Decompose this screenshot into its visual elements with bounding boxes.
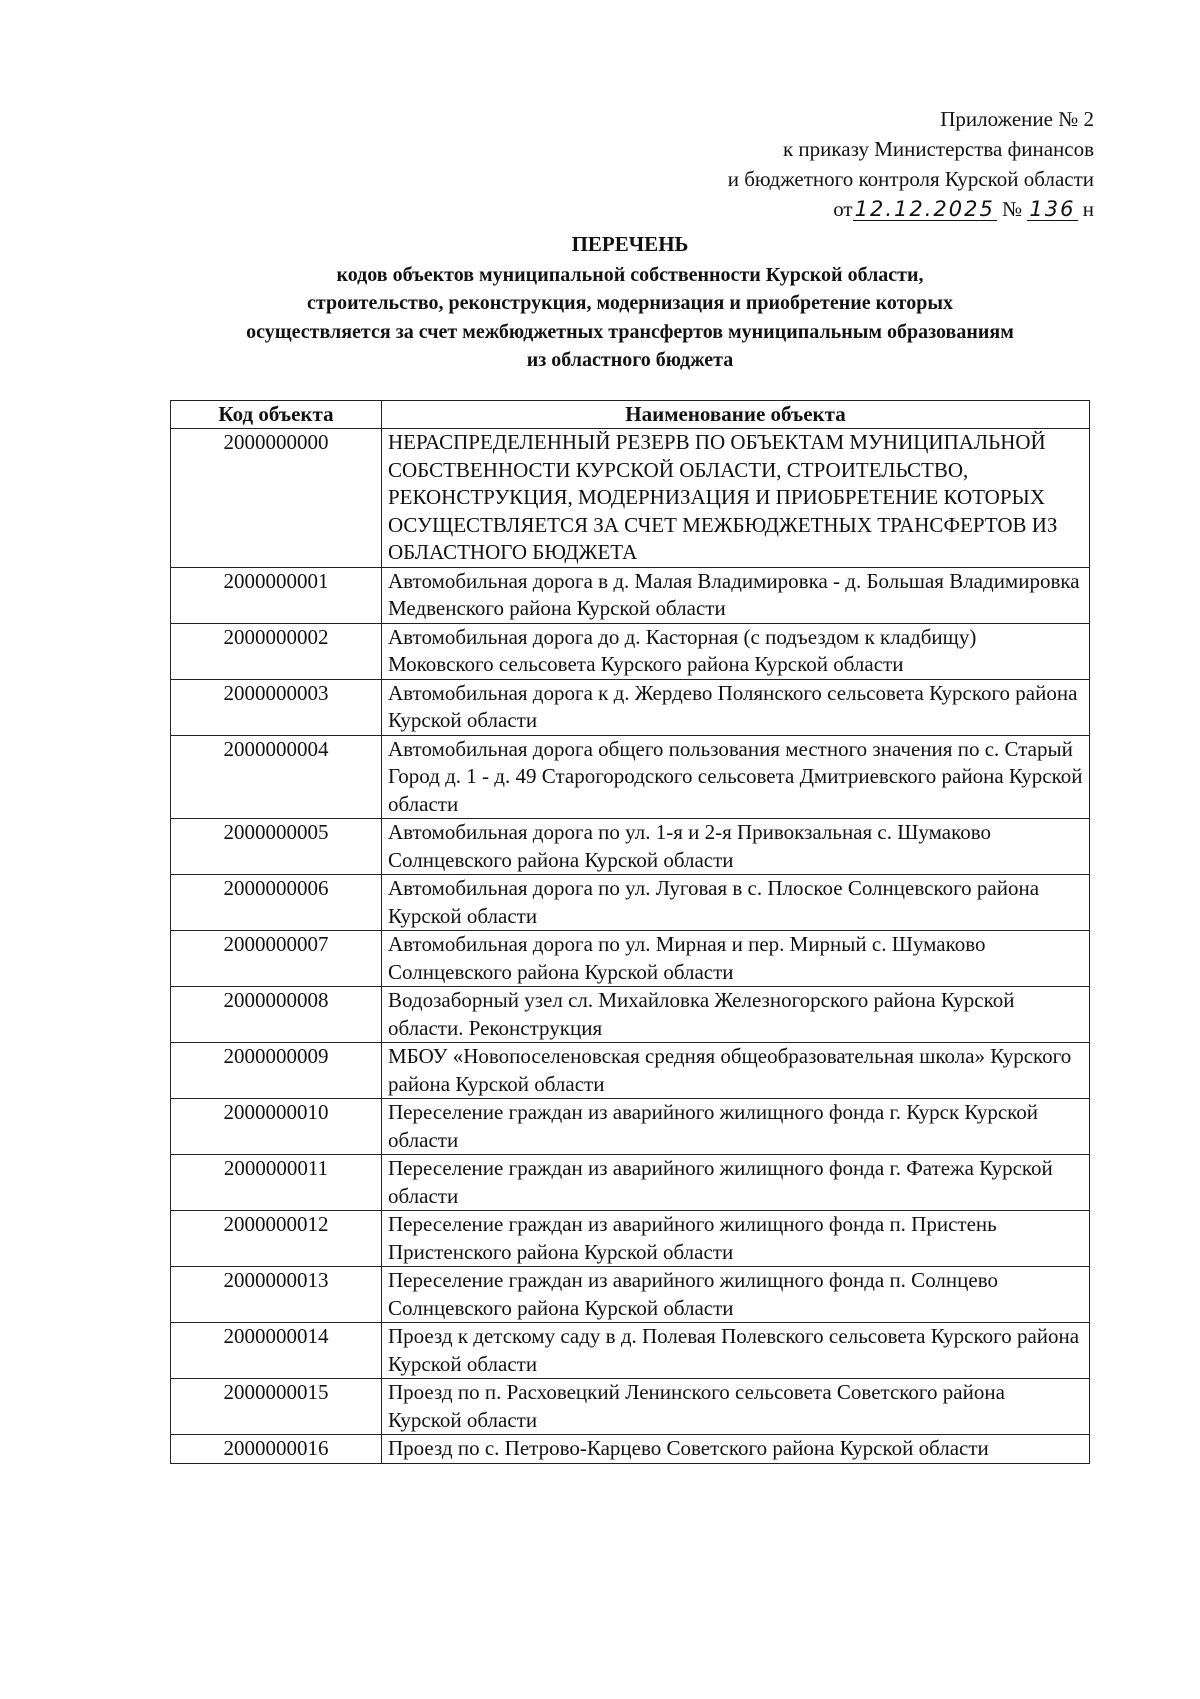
table-row — [171, 735, 1090, 819]
object-codes-table — [170, 400, 1090, 1464]
object-name-cell: Водозаборный узел сл. Михайловка Железногорского района Курской области. Реконструкция — [382, 987, 1090, 1043]
object-code-cell: 2000000006 — [171, 875, 382, 931]
title-line: из областного бюджета — [526, 349, 734, 371]
document-title — [0, 230, 1200, 375]
number-suffix: н — [1082, 197, 1094, 221]
order-reference: к приказу Министерства финансов — [782, 137, 1094, 161]
table-row — [171, 875, 1090, 931]
object-name-cell: Автомобильная дорога до д. Касторная (с подъездом к кладбищу) Моковского сельсовета Курского района Курской области — [382, 623, 1090, 679]
object-code-cell: 2000000011 — [171, 1155, 382, 1211]
table-row — [171, 819, 1090, 875]
title-line: осуществляется за счет межбюджетных трансфертов муниципальным образованиям — [246, 320, 1014, 343]
object-code-cell: 2000000014 — [171, 1323, 382, 1379]
object-code-cell: 2000000008 — [171, 987, 382, 1043]
object-name-cell: Автомобильная дорога по ул. Мирная и пер. Мирный с. Шумаково Солнцевского района Курской области — [382, 931, 1090, 987]
table-row — [171, 1043, 1090, 1099]
object-code-cell: 2000000012 — [171, 1211, 382, 1267]
table-row — [171, 623, 1090, 679]
table-row — [171, 1155, 1090, 1211]
object-name-cell: Переселение граждан из аварийного жилищного фонда г. Фатежа Курской области — [382, 1155, 1090, 1211]
object-name-cell: Проезд по с. Петрово-Карцево Советского района Курской области — [382, 1435, 1090, 1464]
table-row — [171, 1211, 1090, 1267]
table-row — [171, 429, 1090, 568]
table-row — [171, 1099, 1090, 1155]
object-name-cell: Автомобильная дорога в д. Малая Владимировка - д. Большая Владимировка Медвенского района Курской области — [382, 567, 1090, 623]
table-row — [171, 1379, 1090, 1435]
column-header-code: Код объекта — [171, 401, 382, 429]
table-row — [171, 679, 1090, 735]
object-name-cell: Переселение граждан из аварийного жилищного фонда п. Солнцево Солнцевского района Курской области — [382, 1267, 1090, 1323]
appendix-header — [728, 104, 1094, 224]
object-code-cell: 2000000000 — [171, 429, 382, 568]
object-code-cell: 2000000002 — [171, 623, 382, 679]
table-header-row — [171, 401, 1090, 429]
table-body — [171, 429, 1090, 1464]
order-number: 136 — [1029, 197, 1076, 221]
title-line: строительство, реконструкция, модернизация и приобретение которых — [307, 292, 953, 314]
object-name-cell: Переселение граждан из аварийного жилищного фонда г. Курск Курской области — [382, 1099, 1090, 1155]
order-date: 12.12.2025 — [854, 197, 995, 221]
object-name-cell: Автомобильная дорога общего пользования местного значения по с. Старый Город д. 1 - д. 49 Старогородского сельсовета Дмитриевского района Курской области — [382, 735, 1090, 819]
table-row — [171, 987, 1090, 1043]
object-code-cell: 2000000007 — [171, 931, 382, 987]
table-row — [171, 1323, 1090, 1379]
appendix-number: Приложение № 2 — [940, 107, 1094, 131]
object-code-cell: 2000000005 — [171, 819, 382, 875]
column-header-name: Наименование объекта — [382, 401, 1090, 429]
object-code-cell: 2000000010 — [171, 1099, 382, 1155]
object-code-cell: 2000000004 — [171, 735, 382, 819]
object-code-cell: 2000000001 — [171, 567, 382, 623]
ministry-name: и бюджетного контроля Курской области — [727, 167, 1094, 191]
object-code-cell: 2000000015 — [171, 1379, 382, 1435]
object-code-cell: 2000000013 — [171, 1267, 382, 1323]
object-code-cell: 2000000016 — [171, 1435, 382, 1464]
table-row — [171, 567, 1090, 623]
number-prefix: № — [1002, 197, 1023, 221]
title-line: кодов объектов муниципальной собственности Курской области, — [336, 263, 924, 286]
date-prefix: от — [833, 197, 853, 221]
table-row — [171, 1267, 1090, 1323]
object-name-cell: Автомобильная дорога к д. Жердево Полянского сельсовета Курского района Курской области — [382, 679, 1090, 735]
object-name-cell: Проезд по п. Расховецкий Ленинского сельсовета Советского района Курской области — [382, 1379, 1090, 1435]
object-code-cell: 2000000009 — [171, 1043, 382, 1099]
title-main: ПЕРЕЧЕНЬ — [571, 232, 689, 256]
table-row — [171, 931, 1090, 987]
object-code-cell: 2000000003 — [171, 679, 382, 735]
table-row — [171, 1435, 1090, 1464]
object-name-cell: Переселение граждан из аварийного жилищного фонда п. Пристень Пристенского района Курской области — [382, 1211, 1090, 1267]
object-name-cell: МБОУ «Новопоселеновская средняя общеобразовательная школа» Курского района Курской области — [382, 1043, 1090, 1099]
object-name-cell: НЕРАСПРЕДЕЛЕННЫЙ РЕЗЕРВ ПО ОБЪЕКТАМ МУНИЦИПАЛЬНОЙ СОБСТВЕННОСТИ КУРСКОЙ ОБЛАСТИ, СТРОИТЕЛЬСТВО, РЕКОНСТРУКЦИЯ, МОДЕРНИЗАЦИЯ И ПРИОБРЕТЕНИЕ КОТОРЫХ ОСУЩЕСТВЛЯЕТСЯ ЗА СЧЕТ МЕЖБЮДЖЕТНЫХ ТРАНСФЕРТОВ ИЗ ОБЛАСТНОГО БЮДЖЕТА — [382, 429, 1090, 568]
object-name-cell: Автомобильная дорога по ул. 1-я и 2-я Привокзальная с. Шумаково Солнцевского района Курской области — [382, 819, 1090, 875]
object-name-cell: Проезд к детскому саду в д. Полевая Полевского сельсовета Курского района Курской области — [382, 1323, 1090, 1379]
order-date-line — [728, 194, 1094, 224]
object-name-cell: Автомобильная дорога по ул. Луговая в с. Плоское Солнцевского района Курской области — [382, 875, 1090, 931]
